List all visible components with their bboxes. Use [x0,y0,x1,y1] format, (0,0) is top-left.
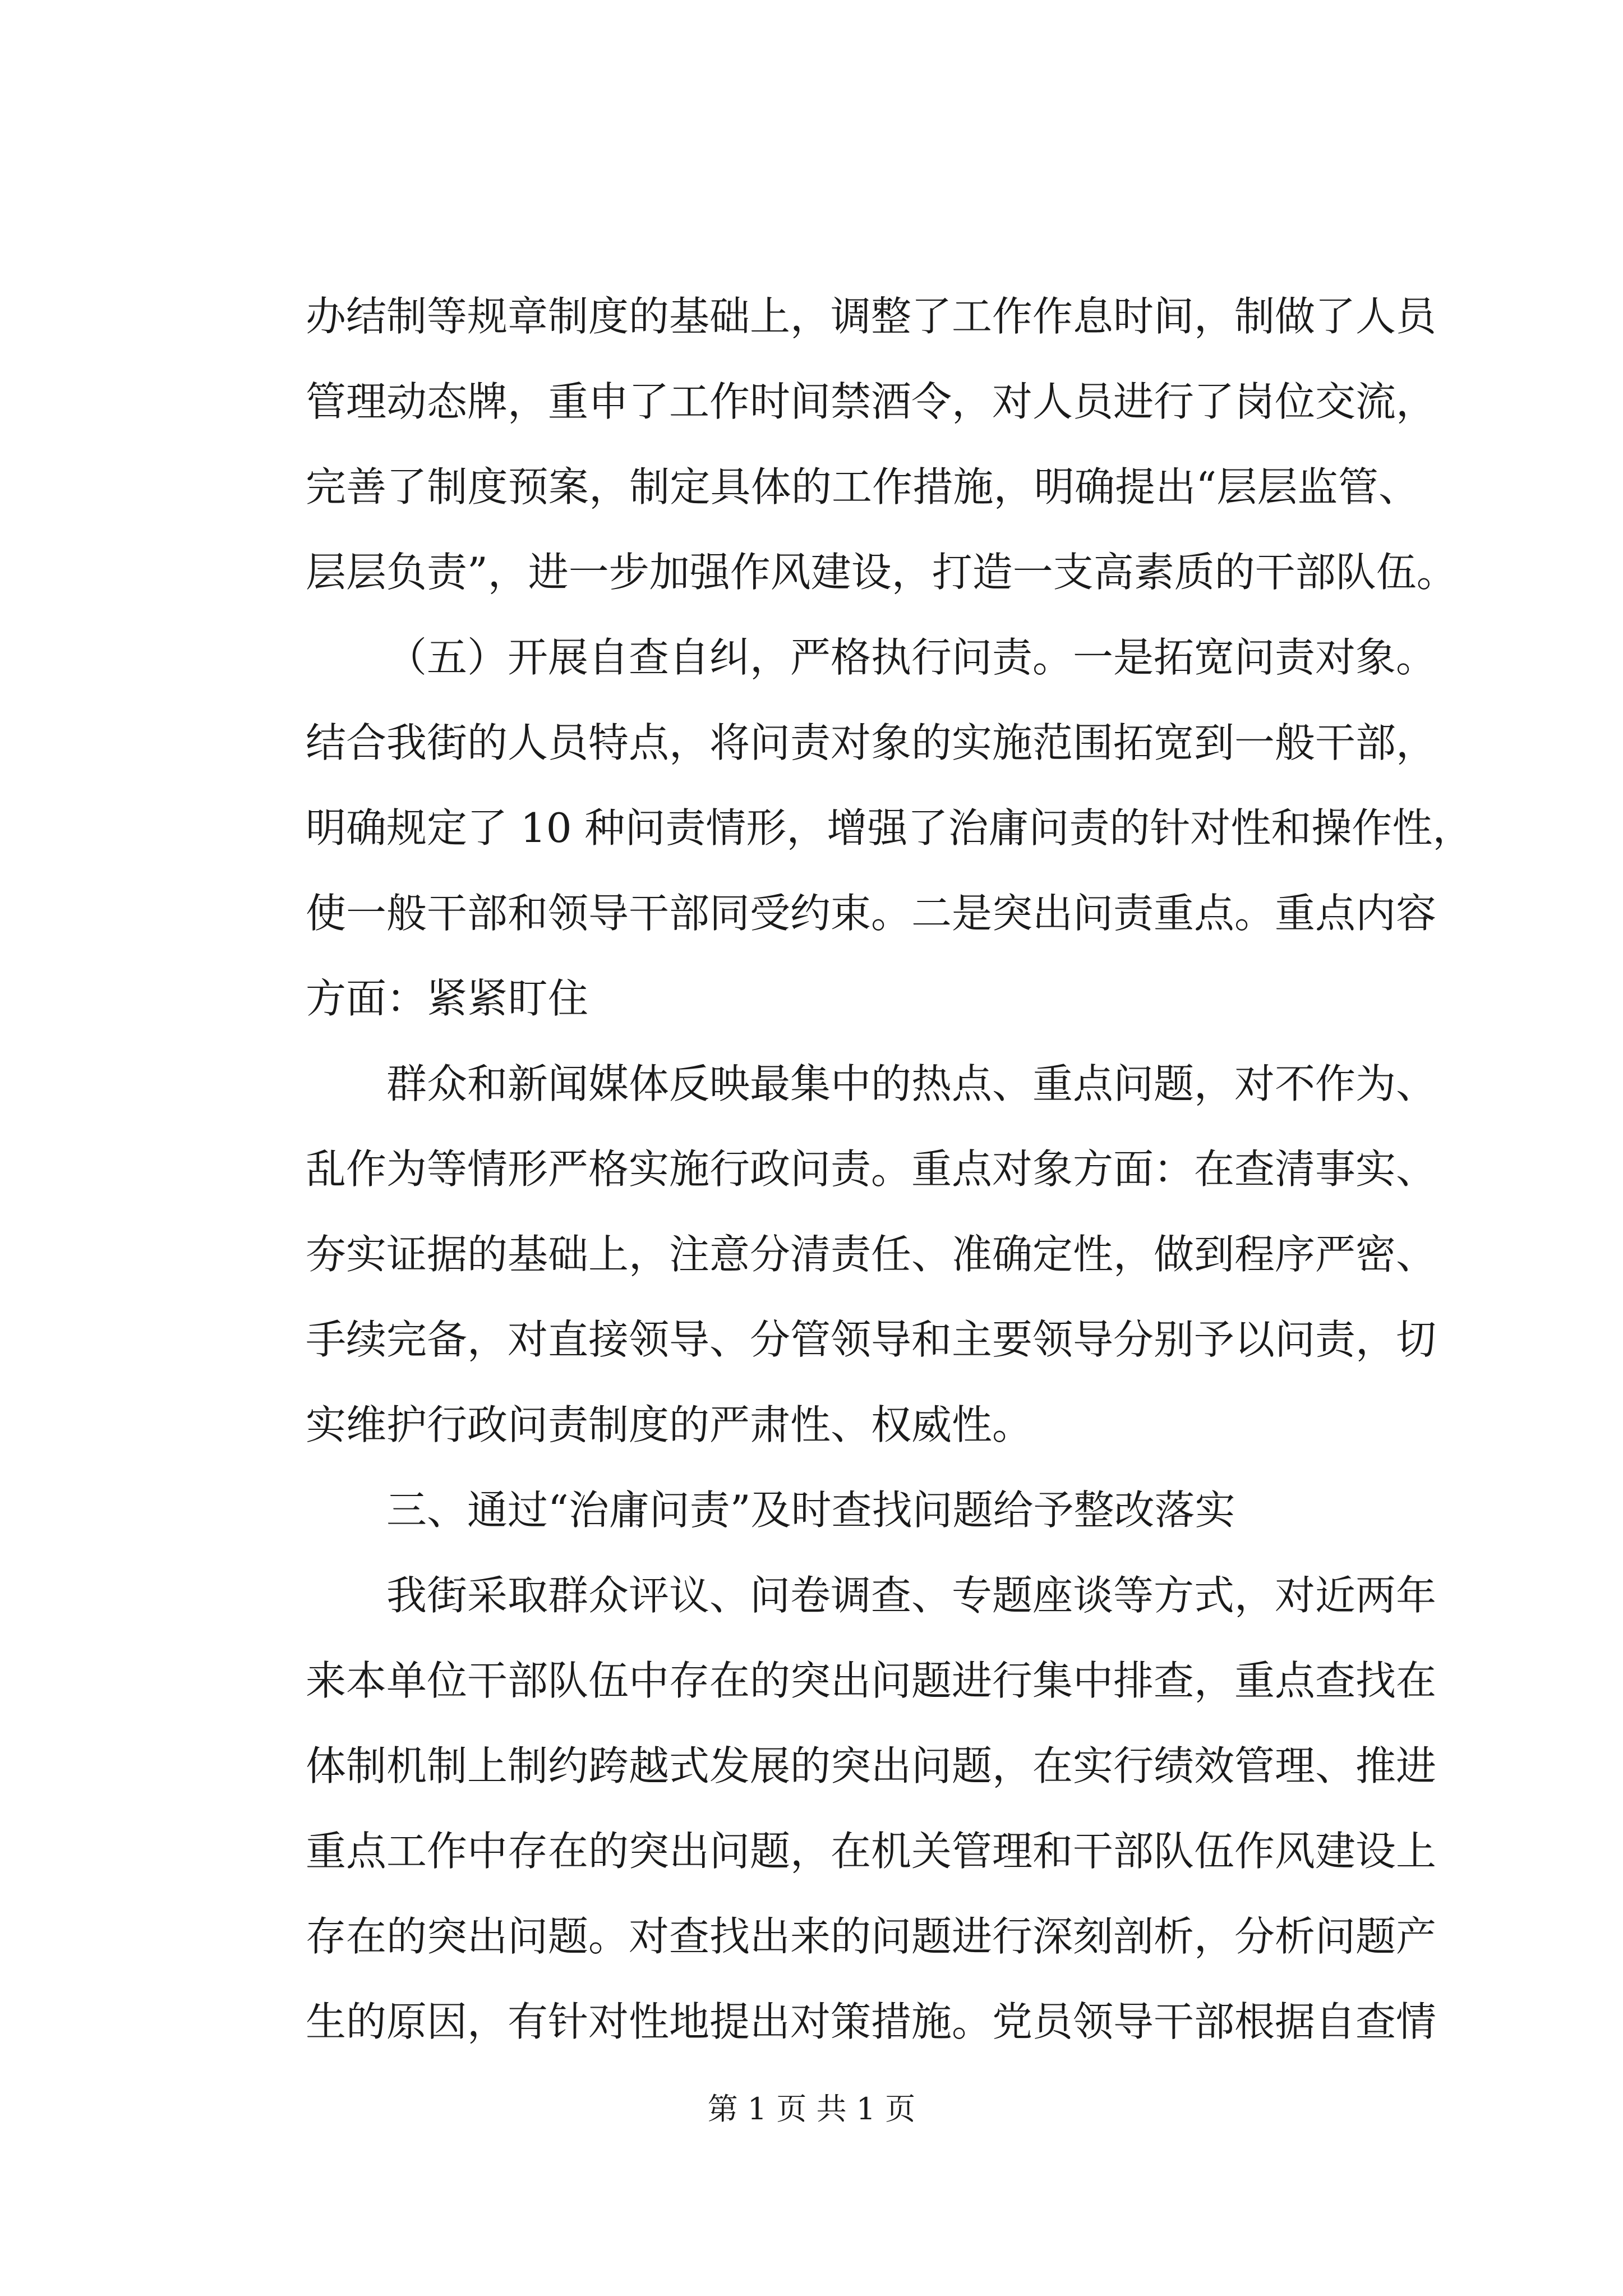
body-line: 使一般干部和领导干部同受约束。二是突出问责重点。重点内容 [306,890,1437,937]
body-line: 层层负责”，进一步加强作风建设，打造一支高素质的干部队伍。 [306,549,1457,596]
body-line: 完善了制度预案，制定具体的工作措施，明确提出“层层监管、 [306,463,1419,510]
body-line: 办结制等规章制度的基础上，调整了工作作息时间，制做了人员 [306,293,1437,340]
body-line: 手续完备，对直接领导、分管领导和主要领导分别予以问责，切 [306,1316,1437,1363]
body-line: 三、通过“治庸问责”及时查找问题给予整改落实 [386,1487,1235,1534]
body-line: 来本单位干部队伍中存在的突出问题进行集中排查，重点查找在 [306,1657,1437,1704]
page-footer: 第 1 页 共 1 页 [707,2091,916,2127]
body-line: 实维护行政问责制度的严肃性、权威性。 [306,1401,1033,1448]
body-line: 重点工作中存在的突出问题，在机关管理和干部队伍作风建设上 [306,1828,1437,1875]
body-line: 结合我街的人员特点，将问责对象的实施范围拓宽到一般干部， [306,719,1437,766]
body-line: 体制机制上制约跨越式发展的突出问题，在实行绩效管理、推进 [306,1742,1437,1789]
body-line: 我街采取群众评议、问卷调查、专题座谈等方式，对近两年 [386,1572,1437,1619]
body-line: 管理动态牌，重申了工作时间禁酒令，对人员进行了岗位交流， [306,378,1437,425]
document-body [306,274,1473,2064]
body-line: 方面：紧紧盯住 [306,975,589,1022]
body-line: （五）开展自查自纠，严格执行问责。一是拓宽问责对象。 [386,634,1437,681]
body-line: 存在的突出问题。对查找出来的问题进行深刻剖析，分析问题产 [306,1913,1437,1960]
body-line: 明确规定了 10 种问责情形，增强了治庸问责的针对性和操作性， [306,804,1473,852]
body-line: 生的原因，有针对性地提出对策措施。党员领导干部根据自查情 [306,1998,1437,2045]
body-line: 乱作为等情形严格实施行政问责。重点对象方面：在查清事实、 [306,1145,1437,1193]
body-line: 群众和新闻媒体反映最集中的热点、重点问题，对不作为、 [386,1060,1437,1107]
body-line: 夯实证据的基础上，注意分清责任、准确定性，做到程序严密、 [306,1231,1437,1278]
